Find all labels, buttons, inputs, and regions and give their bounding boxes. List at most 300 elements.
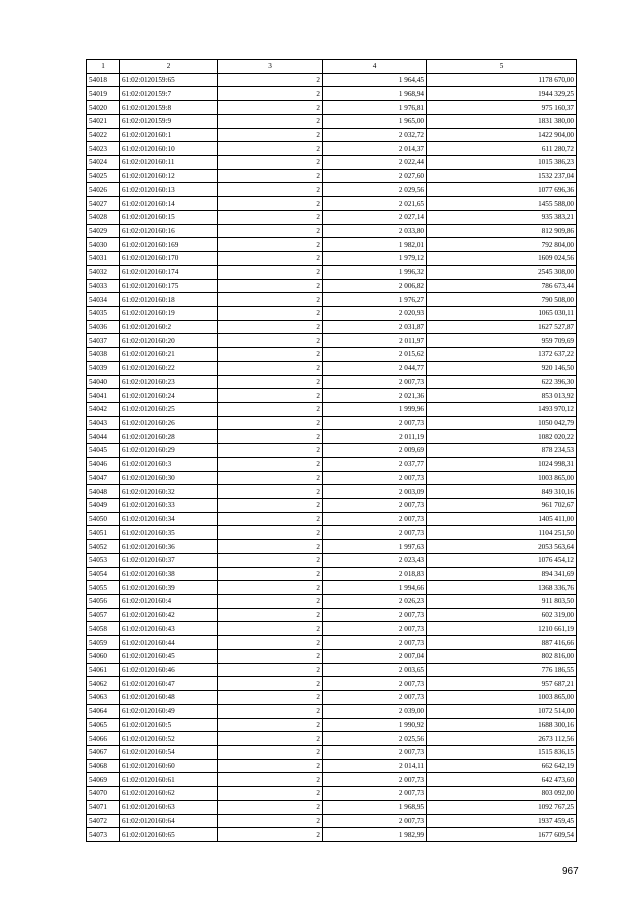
row-number-cell: 54044: [87, 430, 120, 444]
area-cell: 2 007,04: [323, 649, 427, 663]
table-row: [87, 265, 577, 279]
count-cell: 2: [218, 581, 323, 595]
table-row: [87, 512, 577, 526]
area-cell: 2 014,37: [323, 142, 427, 156]
count-cell: 2: [218, 197, 323, 211]
area-cell: 1 976,27: [323, 293, 427, 307]
area-cell: 2 014,11: [323, 759, 427, 773]
value-cell: 1024 998,31: [427, 457, 577, 471]
area-cell: 1 999,96: [323, 402, 427, 416]
cadastral-number-cell: 61:02:0120160:18: [120, 293, 218, 307]
value-cell: 849 310,16: [427, 485, 577, 499]
value-cell: 2053 563,64: [427, 540, 577, 554]
value-cell: 1677 609,54: [427, 828, 577, 842]
cadastral-number-cell: 61:02:0120160:60: [120, 759, 218, 773]
row-number-cell: 54027: [87, 197, 120, 211]
value-cell: 803 092,00: [427, 787, 577, 801]
table-row: [87, 622, 577, 636]
table-row: [87, 663, 577, 677]
area-cell: 1 968,95: [323, 800, 427, 814]
table-row: [87, 773, 577, 787]
count-cell: 2: [218, 279, 323, 293]
row-number-cell: 54046: [87, 457, 120, 471]
count-cell: 2: [218, 773, 323, 787]
cadastral-number-cell: 61:02:0120159:65: [120, 73, 218, 87]
count-cell: 2: [218, 320, 323, 334]
area-cell: 2 007,73: [323, 636, 427, 650]
table-body: [87, 73, 577, 841]
cadastral-number-cell: 61:02:0120160:44: [120, 636, 218, 650]
column-header-3: 3: [218, 60, 323, 74]
value-cell: 792 804,00: [427, 238, 577, 252]
row-number-cell: 54058: [87, 622, 120, 636]
area-cell: 1 968,94: [323, 87, 427, 101]
area-cell: 2 037,77: [323, 457, 427, 471]
count-cell: 2: [218, 622, 323, 636]
value-cell: 959 709,69: [427, 334, 577, 348]
value-cell: 642 473,60: [427, 773, 577, 787]
table-row: [87, 293, 577, 307]
value-cell: 776 186,55: [427, 663, 577, 677]
count-cell: 2: [218, 87, 323, 101]
count-cell: 2: [218, 457, 323, 471]
cadastral-number-cell: 61:02:0120160:36: [120, 540, 218, 554]
table-row: [87, 361, 577, 375]
row-number-cell: 54066: [87, 732, 120, 746]
table-row: [87, 704, 577, 718]
value-cell: 802 816,00: [427, 649, 577, 663]
cadastral-number-cell: 61:02:0120160:28: [120, 430, 218, 444]
value-cell: 611 280,72: [427, 142, 577, 156]
value-cell: 1372 637,22: [427, 348, 577, 362]
table-row: [87, 279, 577, 293]
cadastral-number-cell: 61:02:0120160:13: [120, 183, 218, 197]
count-cell: 2: [218, 169, 323, 183]
row-number-cell: 54048: [87, 485, 120, 499]
count-cell: 2: [218, 210, 323, 224]
row-number-cell: 54028: [87, 210, 120, 224]
count-cell: 2: [218, 677, 323, 691]
row-number-cell: 54032: [87, 265, 120, 279]
count-cell: 2: [218, 430, 323, 444]
cadastral-number-cell: 61:02:0120160:3: [120, 457, 218, 471]
value-cell: 1082 020,22: [427, 430, 577, 444]
value-cell: 887 416,66: [427, 636, 577, 650]
cadastral-number-cell: 61:02:0120159:7: [120, 87, 218, 101]
count-cell: 2: [218, 499, 323, 513]
cadastral-number-cell: 61:02:0120160:63: [120, 800, 218, 814]
value-cell: 790 508,00: [427, 293, 577, 307]
row-number-cell: 54043: [87, 416, 120, 430]
area-cell: 2 007,73: [323, 787, 427, 801]
cadastral-number-cell: 61:02:0120160:20: [120, 334, 218, 348]
value-cell: 878 234,53: [427, 444, 577, 458]
area-cell: 2 007,73: [323, 677, 427, 691]
area-cell: 2 007,73: [323, 499, 427, 513]
cadastral-number-cell: 61:02:0120160:170: [120, 252, 218, 266]
row-number-cell: 54055: [87, 581, 120, 595]
cadastral-number-cell: 61:02:0120160:22: [120, 361, 218, 375]
area-cell: 2 022,44: [323, 156, 427, 170]
area-cell: 2 021,36: [323, 389, 427, 403]
area-cell: 2 023,43: [323, 553, 427, 567]
cadastral-number-cell: 61:02:0120160:2: [120, 320, 218, 334]
cadastral-number-cell: 61:02:0120160:10: [120, 142, 218, 156]
value-cell: 812 909,86: [427, 224, 577, 238]
area-cell: 2 027,60: [323, 169, 427, 183]
cadastral-number-cell: 61:02:0120159:8: [120, 101, 218, 115]
table-row: [87, 471, 577, 485]
row-number-cell: 54053: [87, 553, 120, 567]
area-cell: 2 003,65: [323, 663, 427, 677]
area-cell: 2 007,73: [323, 526, 427, 540]
cadastral-number-cell: 61:02:0120160:34: [120, 512, 218, 526]
table-row: [87, 416, 577, 430]
row-number-cell: 54051: [87, 526, 120, 540]
table-row: [87, 649, 577, 663]
row-number-cell: 54067: [87, 745, 120, 759]
cadastral-number-cell: 61:02:0120160:4: [120, 595, 218, 609]
table-row: [87, 608, 577, 622]
count-cell: 2: [218, 361, 323, 375]
table-row: [87, 828, 577, 842]
count-cell: 2: [218, 128, 323, 142]
value-cell: 1422 904,00: [427, 128, 577, 142]
count-cell: 2: [218, 402, 323, 416]
value-cell: 1178 670,00: [427, 73, 577, 87]
table-row: [87, 485, 577, 499]
count-cell: 2: [218, 649, 323, 663]
count-cell: 2: [218, 759, 323, 773]
area-cell: 2 007,73: [323, 416, 427, 430]
cadastral-number-cell: 61:02:0120160:32: [120, 485, 218, 499]
value-cell: 1076 454,12: [427, 553, 577, 567]
table-row: [87, 814, 577, 828]
table-row: [87, 197, 577, 211]
count-cell: 2: [218, 471, 323, 485]
value-cell: 1688 300,16: [427, 718, 577, 732]
area-cell: 2 031,87: [323, 320, 427, 334]
value-cell: 1515 836,15: [427, 745, 577, 759]
area-cell: 2 007,73: [323, 375, 427, 389]
cadastral-number-cell: 61:02:0120160:23: [120, 375, 218, 389]
count-cell: 2: [218, 156, 323, 170]
table-row: [87, 457, 577, 471]
area-cell: 2 027,14: [323, 210, 427, 224]
value-cell: 911 803,50: [427, 595, 577, 609]
area-cell: 2 039,00: [323, 704, 427, 718]
cadastral-number-cell: 61:02:0120160:11: [120, 156, 218, 170]
table-row: [87, 732, 577, 746]
table-row: [87, 567, 577, 581]
cadastral-number-cell: 61:02:0120160:1: [120, 128, 218, 142]
cadastral-value-table: [86, 59, 577, 842]
cadastral-number-cell: 61:02:0120160:30: [120, 471, 218, 485]
cadastral-number-cell: 61:02:0120160:49: [120, 704, 218, 718]
page-number: 967: [562, 866, 579, 877]
table-row: [87, 389, 577, 403]
value-cell: 1493 970,12: [427, 402, 577, 416]
count-cell: 2: [218, 114, 323, 128]
cadastral-number-cell: 61:02:0120160:25: [120, 402, 218, 416]
row-number-cell: 54060: [87, 649, 120, 663]
value-cell: 894 341,69: [427, 567, 577, 581]
table-row: [87, 156, 577, 170]
area-cell: 1 997,63: [323, 540, 427, 554]
count-cell: 2: [218, 306, 323, 320]
area-cell: 2 011,97: [323, 334, 427, 348]
row-number-cell: 54037: [87, 334, 120, 348]
table-row: [87, 87, 577, 101]
row-number-cell: 54033: [87, 279, 120, 293]
table-row: [87, 142, 577, 156]
count-cell: 2: [218, 828, 323, 842]
table-row: [87, 169, 577, 183]
area-cell: 1 996,32: [323, 265, 427, 279]
count-cell: 2: [218, 293, 323, 307]
row-number-cell: 54071: [87, 800, 120, 814]
cadastral-number-cell: 61:02:0120159:9: [120, 114, 218, 128]
cadastral-number-cell: 61:02:0120160:19: [120, 306, 218, 320]
row-number-cell: 54031: [87, 252, 120, 266]
area-cell: 2 007,73: [323, 608, 427, 622]
cadastral-number-cell: 61:02:0120160:38: [120, 567, 218, 581]
table-row: [87, 114, 577, 128]
value-cell: 602 319,00: [427, 608, 577, 622]
count-cell: 2: [218, 814, 323, 828]
value-cell: 1092 767,25: [427, 800, 577, 814]
value-cell: 662 642,19: [427, 759, 577, 773]
count-cell: 2: [218, 375, 323, 389]
table-row: [87, 375, 577, 389]
cadastral-number-cell: 61:02:0120160:39: [120, 581, 218, 595]
row-number-cell: 54036: [87, 320, 120, 334]
row-number-cell: 54052: [87, 540, 120, 554]
table-row: [87, 306, 577, 320]
area-cell: 2 007,73: [323, 773, 427, 787]
count-cell: 2: [218, 73, 323, 87]
row-number-cell: 54020: [87, 101, 120, 115]
count-cell: 2: [218, 608, 323, 622]
count-cell: 2: [218, 512, 323, 526]
row-number-cell: 54064: [87, 704, 120, 718]
row-number-cell: 54047: [87, 471, 120, 485]
row-number-cell: 54019: [87, 87, 120, 101]
value-cell: 920 146,50: [427, 361, 577, 375]
cadastral-number-cell: 61:02:0120160:54: [120, 745, 218, 759]
row-number-cell: 54038: [87, 348, 120, 362]
value-cell: 961 702,67: [427, 499, 577, 513]
row-number-cell: 54041: [87, 389, 120, 403]
count-cell: 2: [218, 567, 323, 581]
count-cell: 2: [218, 444, 323, 458]
cadastral-number-cell: 61:02:0120160:24: [120, 389, 218, 403]
cadastral-number-cell: 61:02:0120160:62: [120, 787, 218, 801]
value-cell: 975 160,37: [427, 101, 577, 115]
table-row: [87, 252, 577, 266]
table-row: [87, 101, 577, 115]
row-number-cell: 54054: [87, 567, 120, 581]
row-number-cell: 54023: [87, 142, 120, 156]
area-cell: 1 979,12: [323, 252, 427, 266]
cadastral-number-cell: 61:02:0120160:14: [120, 197, 218, 211]
value-cell: 1405 411,00: [427, 512, 577, 526]
table-row: [87, 540, 577, 554]
table-row: [87, 636, 577, 650]
cadastral-number-cell: 61:02:0120160:169: [120, 238, 218, 252]
cadastral-number-cell: 61:02:0120160:46: [120, 663, 218, 677]
cadastral-number-cell: 61:02:0120160:12: [120, 169, 218, 183]
row-number-cell: 54025: [87, 169, 120, 183]
count-cell: 2: [218, 595, 323, 609]
cadastral-number-cell: 61:02:0120160:47: [120, 677, 218, 691]
area-cell: 2 007,73: [323, 512, 427, 526]
cadastral-number-cell: 61:02:0120160:29: [120, 444, 218, 458]
count-cell: 2: [218, 553, 323, 567]
row-number-cell: 54070: [87, 787, 120, 801]
row-number-cell: 54073: [87, 828, 120, 842]
count-cell: 2: [218, 334, 323, 348]
value-cell: 1627 527,87: [427, 320, 577, 334]
row-number-cell: 54039: [87, 361, 120, 375]
row-number-cell: 54050: [87, 512, 120, 526]
count-cell: 2: [218, 238, 323, 252]
area-cell: 2 011,19: [323, 430, 427, 444]
table-row: [87, 553, 577, 567]
table-row: [87, 718, 577, 732]
cadastral-number-cell: 61:02:0120160:21: [120, 348, 218, 362]
row-number-cell: 54021: [87, 114, 120, 128]
table-row: [87, 183, 577, 197]
count-cell: 2: [218, 732, 323, 746]
area-cell: 2 007,73: [323, 622, 427, 636]
area-cell: 1 982,01: [323, 238, 427, 252]
cadastral-number-cell: 61:02:0120160:45: [120, 649, 218, 663]
cadastral-number-cell: 61:02:0120160:42: [120, 608, 218, 622]
cadastral-number-cell: 61:02:0120160:175: [120, 279, 218, 293]
table-row: [87, 691, 577, 705]
row-number-cell: 54026: [87, 183, 120, 197]
area-cell: 1 982,99: [323, 828, 427, 842]
count-cell: 2: [218, 526, 323, 540]
value-cell: 1455 588,00: [427, 197, 577, 211]
row-number-cell: 54068: [87, 759, 120, 773]
row-number-cell: 54024: [87, 156, 120, 170]
area-cell: 1 965,00: [323, 114, 427, 128]
count-cell: 2: [218, 265, 323, 279]
count-cell: 2: [218, 704, 323, 718]
header-row: [87, 60, 577, 74]
count-cell: 2: [218, 663, 323, 677]
value-cell: 2673 112,56: [427, 732, 577, 746]
value-cell: 1077 696,36: [427, 183, 577, 197]
column-header-1: 1: [87, 60, 120, 74]
value-cell: 1003 865,00: [427, 691, 577, 705]
area-cell: 2 029,56: [323, 183, 427, 197]
table-row: [87, 348, 577, 362]
count-cell: 2: [218, 101, 323, 115]
count-cell: 2: [218, 142, 323, 156]
row-number-cell: 54029: [87, 224, 120, 238]
table-row: [87, 210, 577, 224]
count-cell: 2: [218, 416, 323, 430]
value-cell: 1050 042,79: [427, 416, 577, 430]
table-row: [87, 224, 577, 238]
row-number-cell: 54063: [87, 691, 120, 705]
table-row: [87, 128, 577, 142]
row-number-cell: 54018: [87, 73, 120, 87]
area-cell: 2 007,73: [323, 814, 427, 828]
table-row: [87, 238, 577, 252]
value-cell: 1937 459,45: [427, 814, 577, 828]
count-cell: 2: [218, 183, 323, 197]
area-cell: 2 006,82: [323, 279, 427, 293]
count-cell: 2: [218, 787, 323, 801]
cadastral-number-cell: 61:02:0120160:52: [120, 732, 218, 746]
cadastral-number-cell: 61:02:0120160:15: [120, 210, 218, 224]
cadastral-number-cell: 61:02:0120160:65: [120, 828, 218, 842]
row-number-cell: 54059: [87, 636, 120, 650]
cadastral-number-cell: 61:02:0120160:35: [120, 526, 218, 540]
table-row: [87, 444, 577, 458]
value-cell: 1532 237,04: [427, 169, 577, 183]
count-cell: 2: [218, 348, 323, 362]
area-cell: 2 044,77: [323, 361, 427, 375]
row-number-cell: 54034: [87, 293, 120, 307]
table-row: [87, 581, 577, 595]
row-number-cell: 54022: [87, 128, 120, 142]
area-cell: 1 994,66: [323, 581, 427, 595]
count-cell: 2: [218, 252, 323, 266]
table-row: [87, 320, 577, 334]
value-cell: 1003 865,00: [427, 471, 577, 485]
area-cell: 2 032,72: [323, 128, 427, 142]
value-cell: 1944 329,25: [427, 87, 577, 101]
cadastral-number-cell: 61:02:0120160:61: [120, 773, 218, 787]
table-row: [87, 499, 577, 513]
table-row: [87, 73, 577, 87]
row-number-cell: 54057: [87, 608, 120, 622]
table-row: [87, 759, 577, 773]
row-number-cell: 54030: [87, 238, 120, 252]
count-cell: 2: [218, 540, 323, 554]
count-cell: 2: [218, 745, 323, 759]
value-cell: 1831 380,00: [427, 114, 577, 128]
table-row: [87, 526, 577, 540]
value-cell: 935 383,21: [427, 210, 577, 224]
row-number-cell: 54056: [87, 595, 120, 609]
area-cell: 2 015,62: [323, 348, 427, 362]
cadastral-number-cell: 61:02:0120160:5: [120, 718, 218, 732]
cadastral-number-cell: 61:02:0120160:33: [120, 499, 218, 513]
value-cell: 1609 024,56: [427, 252, 577, 266]
value-cell: 2545 308,00: [427, 265, 577, 279]
column-header-2: 2: [120, 60, 218, 74]
value-cell: 1065 030,11: [427, 306, 577, 320]
column-header-4: 4: [323, 60, 427, 74]
area-cell: 2 020,93: [323, 306, 427, 320]
row-number-cell: 54062: [87, 677, 120, 691]
count-cell: 2: [218, 636, 323, 650]
table-row: [87, 677, 577, 691]
table-row: [87, 334, 577, 348]
area-cell: 2 007,73: [323, 691, 427, 705]
area-cell: 1 976,81: [323, 101, 427, 115]
row-number-cell: 54049: [87, 499, 120, 513]
cadastral-number-cell: 61:02:0120160:48: [120, 691, 218, 705]
area-cell: 2 007,73: [323, 745, 427, 759]
count-cell: 2: [218, 389, 323, 403]
